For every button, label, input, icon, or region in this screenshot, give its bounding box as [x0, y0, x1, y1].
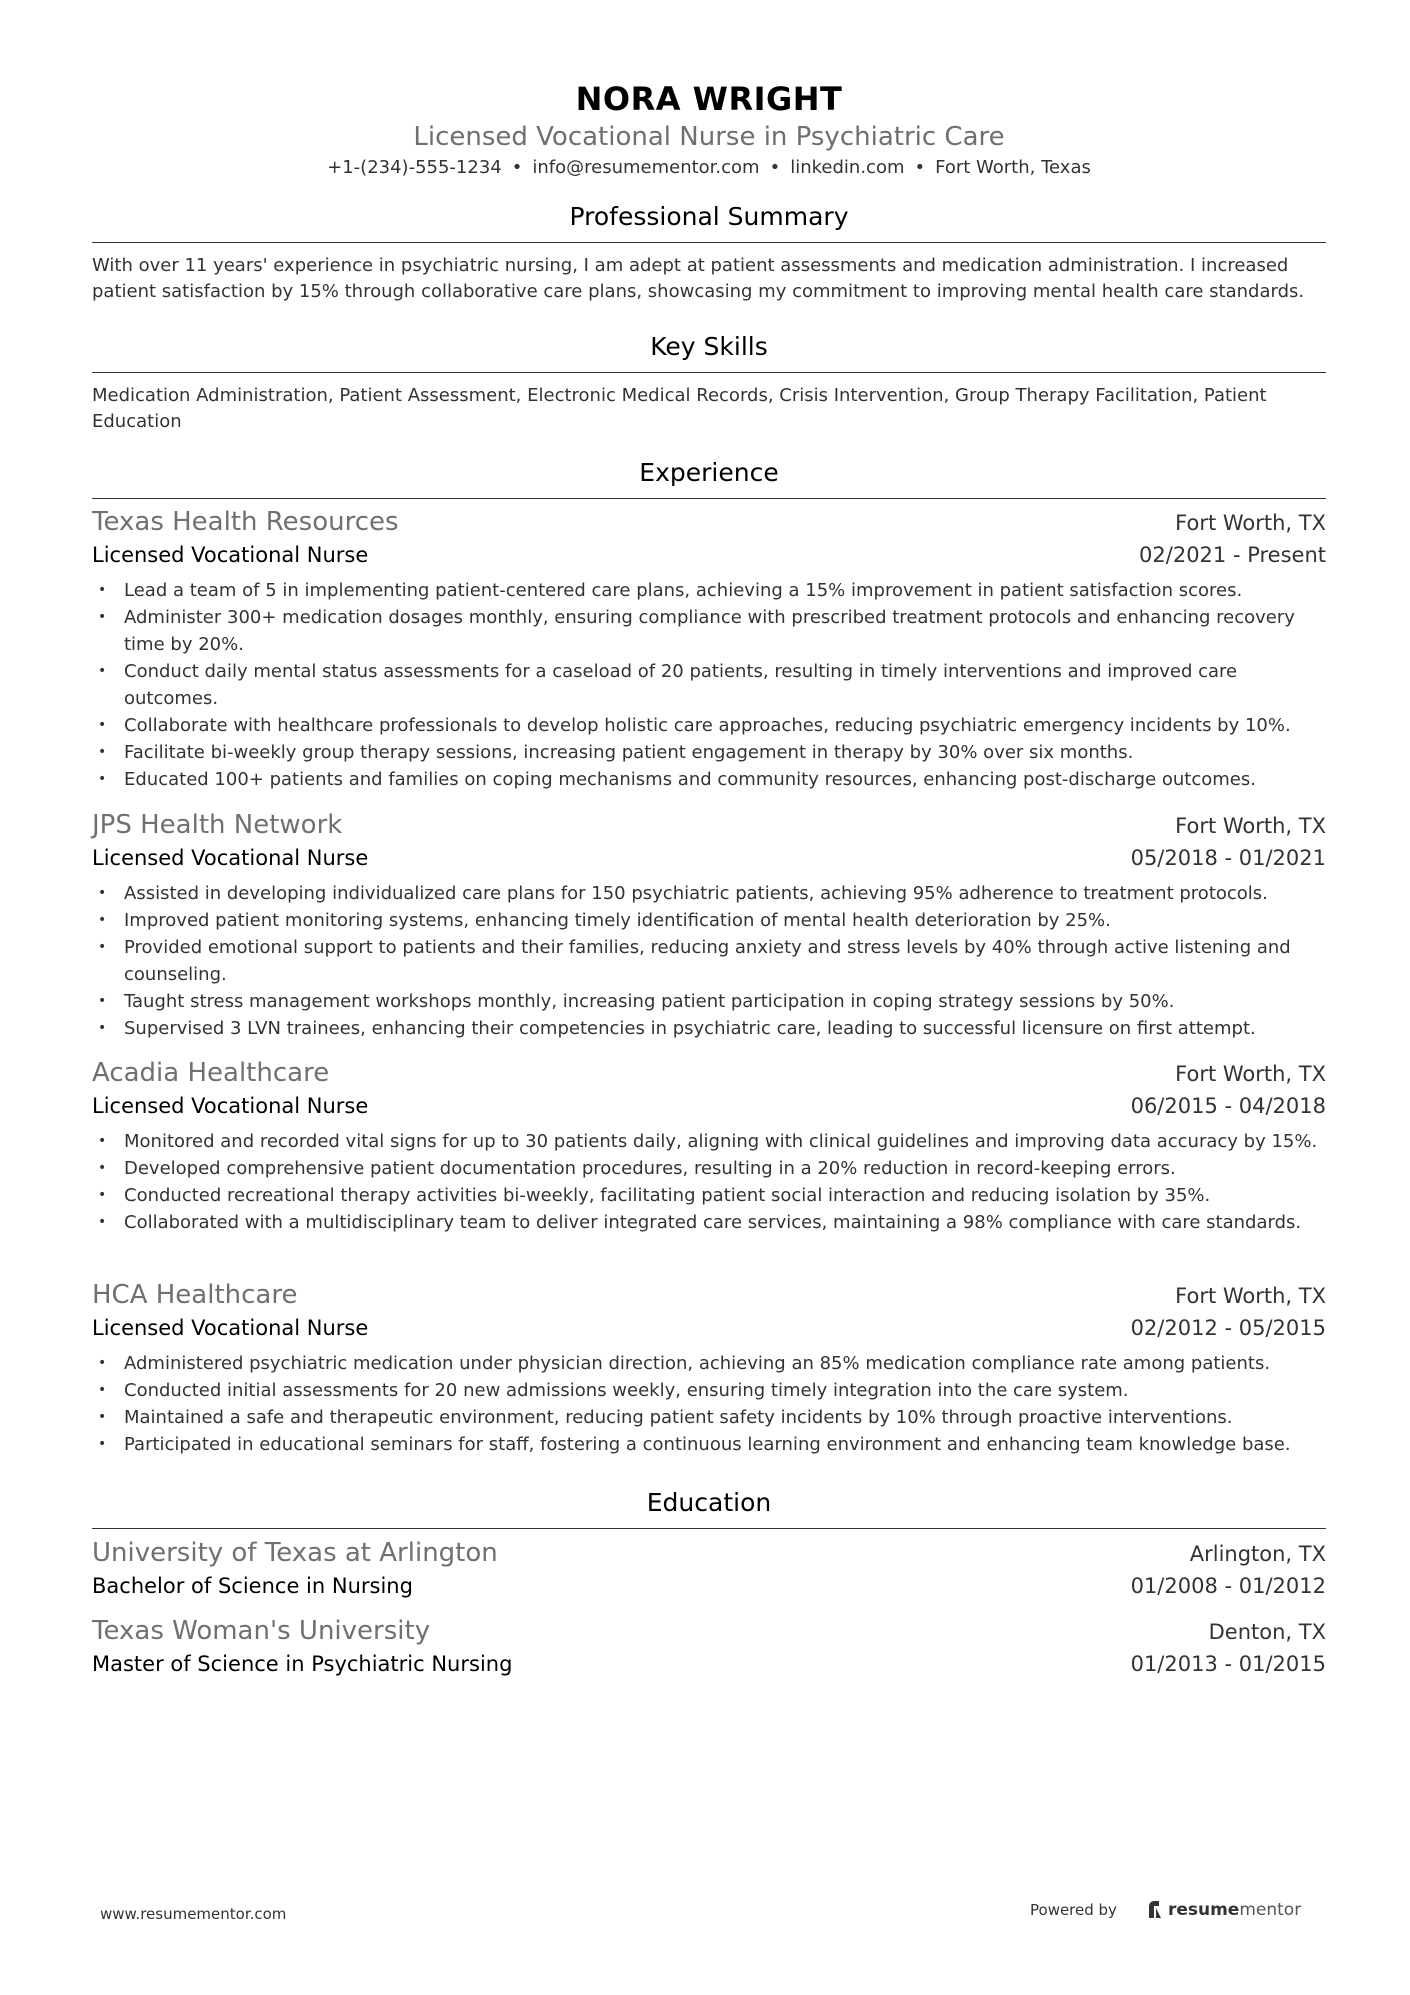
company-name: HCA Healthcare [92, 1280, 298, 1310]
school-location: Denton, TX [1208, 1620, 1326, 1644]
education-entry [92, 1536, 1326, 1602]
job-dates: 06/2015 - 04/2018 [1130, 1094, 1326, 1118]
education-section [92, 1488, 1326, 1529]
job-bullet: • Taught stress management workshops monthly, increasing patient participation in coping strategy sessions by 50%. [92, 988, 1326, 1015]
brand-logo[interactable] [1147, 1900, 1301, 1920]
job-role: Licensed Vocational Nurse [92, 543, 369, 567]
job-bullet: • Maintained a safe and therapeutic environment, reducing patient safety incidents by 10% through proactive interventions. [92, 1404, 1326, 1431]
job-bullet: • Supervised 3 LVN trainees, enhancing their competencies in psychiatric care, leading to successful licensure on first attempt. [92, 1015, 1326, 1042]
contact-separator: • [511, 157, 523, 178]
brand-logo-icon [1147, 1900, 1163, 1920]
job-role: Licensed Vocational Nurse [92, 1094, 369, 1118]
job-bullets [92, 1350, 1326, 1458]
brand-name-light: mentor [1239, 1900, 1302, 1920]
job-entry [92, 808, 1326, 1042]
school-name: University of Texas at Arlington [92, 1538, 498, 1568]
job-bullet: • Developed comprehensive patient documentation procedures, resulting in a 20% reduction in record-keeping errors. [92, 1155, 1326, 1182]
education-entry [92, 1614, 1326, 1680]
summary-section [92, 202, 1326, 305]
school-location: Arlington, TX [1189, 1542, 1326, 1566]
contact-phone: +1-(234)-555-1234 [327, 157, 502, 178]
degree: Master of Science in Psychiatric Nursing [92, 1652, 513, 1676]
job-bullet: • Monitored and recorded vital signs for up to 30 patients daily, aligning with clinical guidelines and improving data accuracy by 15%. [92, 1128, 1326, 1155]
job-location: Fort Worth, TX [1175, 814, 1326, 838]
contact-location: Fort Worth, Texas [935, 157, 1091, 178]
company-name: Texas Health Resources [92, 507, 399, 537]
job-bullet: • Conducted recreational therapy activities bi-weekly, facilitating patient social interaction and reducing isolation by 35%. [92, 1182, 1326, 1209]
experience-section [92, 458, 1326, 499]
job-bullet: • Lead a team of 5 in implementing patient-centered care plans, achieving a 15% improvement in patient satisfaction scores. [92, 577, 1326, 604]
job-location: Fort Worth, TX [1175, 1062, 1326, 1086]
contact-line [92, 157, 1326, 178]
job-bullet: • Conduct daily mental status assessments for a caseload of 20 patients, resulting in timely interventions and improved care outcomes. [92, 658, 1326, 712]
school-name: Texas Woman's University [92, 1616, 431, 1646]
job-bullet: • Participated in educational seminars for staff, fostering a continuous learning environment and enhancing team knowledge base. [92, 1431, 1326, 1458]
skills-text: Medication Administration, Patient Assessment, Electronic Medical Records, Crisis Intervention, Group Therapy Facilitation, Patient Education [92, 385, 1267, 432]
contact-separator: • [769, 157, 781, 178]
summary-heading: Professional Summary [92, 202, 1326, 243]
degree: Bachelor of Science in Nursing [92, 1574, 413, 1598]
job-location: Fort Worth, TX [1175, 511, 1326, 535]
contact-linkedin[interactable]: linkedin.com [790, 157, 905, 178]
experience-heading: Experience [92, 458, 1326, 499]
job-bullet: • Facilitate bi-weekly group therapy sessions, increasing patient engagement in therapy by 30% over six months. [92, 739, 1326, 766]
job-bullets [92, 577, 1326, 793]
job-dates: 02/2012 - 05/2015 [1130, 1316, 1326, 1340]
footer-website[interactable]: www.resumementor.com [100, 1905, 287, 1923]
job-bullet: • Assisted in developing individualized care plans for 150 psychiatric patients, achieving 95% adherence to treatment protocols. [92, 880, 1326, 907]
education-heading: Education [92, 1488, 1326, 1529]
job-bullets [92, 1128, 1326, 1236]
contact-separator: • [914, 157, 926, 178]
summary-text: With over 11 years' experience in psychiatric nursing, I am adept at patient assessments and medication administration. I increased patient satisfaction by 15% through collaborative care plans, showcasing my commitment to improving mental health care standards. [92, 255, 1305, 302]
job-bullet: • Administered psychiatric medication under physician direction, achieving an 85% medication compliance rate among patients. [92, 1350, 1326, 1377]
job-entry [92, 1056, 1326, 1236]
job-bullets [92, 880, 1326, 1042]
job-bullet: • Conducted initial assessments for 20 new admissions weekly, ensuring timely integration into the care system. [92, 1377, 1326, 1404]
job-role: Licensed Vocational Nurse [92, 1316, 369, 1340]
job-dates: 02/2021 - Present [1139, 543, 1326, 567]
candidate-title: Licensed Vocational Nurse in Psychiatric Care [413, 122, 1005, 152]
job-bullet: • Administer 300+ medication dosages monthly, ensuring compliance with prescribed treatment protocols and enhancing recovery time by 20%. [92, 604, 1326, 658]
job-bullet: • Collaborate with healthcare professionals to develop holistic care approaches, reducing psychiatric emergency incidents by 10%. [92, 712, 1326, 739]
education-dates: 01/2013 - 01/2015 [1130, 1652, 1326, 1676]
skills-section [92, 332, 1326, 435]
skills-heading: Key Skills [92, 332, 1326, 373]
job-entry [92, 505, 1326, 793]
job-dates: 05/2018 - 01/2021 [1130, 846, 1326, 870]
education-dates: 01/2008 - 01/2012 [1130, 1574, 1326, 1598]
company-name: Acadia Healthcare [92, 1058, 330, 1088]
footer-branding [1030, 1900, 1301, 1920]
job-entry [92, 1278, 1326, 1458]
company-name: JPS Health Network [92, 810, 343, 840]
job-bullet: • Improved patient monitoring systems, enhancing timely identification of mental health deterioration by 25%. [92, 907, 1326, 934]
job-location: Fort Worth, TX [1175, 1284, 1326, 1308]
job-bullet: • Educated 100+ patients and families on coping mechanisms and community resources, enhancing post-discharge outcomes. [92, 766, 1326, 793]
brand-name-bold: resume [1167, 1900, 1240, 1920]
job-bullet: • Provided emotional support to patients and their families, reducing anxiety and stress levels by 40% through active listening and counseling. [92, 934, 1326, 988]
job-bullet: • Collaborated with a multidisciplinary team to deliver integrated care services, maintaining a 98% compliance with care standards. [92, 1209, 1326, 1236]
job-role: Licensed Vocational Nurse [92, 846, 369, 870]
contact-email[interactable]: info@resumementor.com [532, 157, 760, 178]
candidate-name: NORA WRIGHT [575, 80, 843, 118]
powered-by-label: Powered by [1030, 1901, 1117, 1919]
